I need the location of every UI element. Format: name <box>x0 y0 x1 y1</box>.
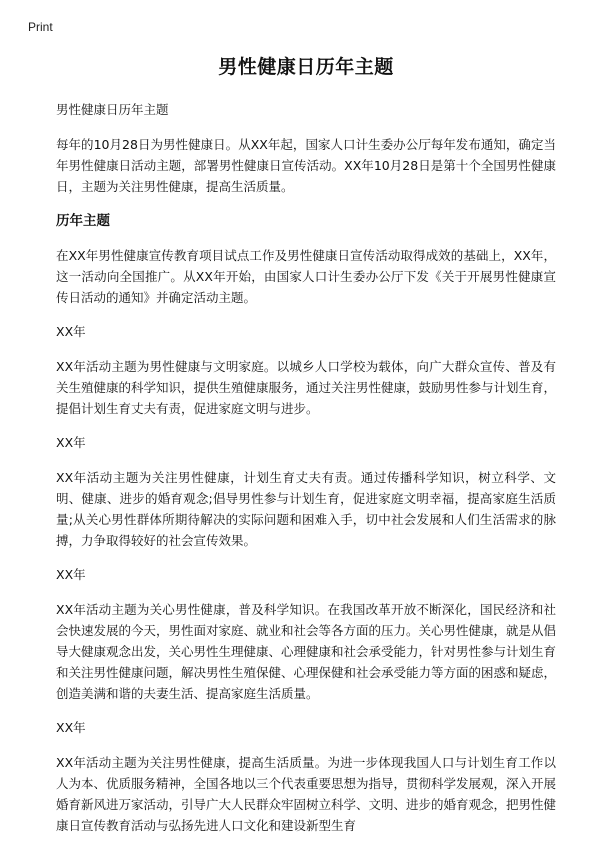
entry-paragraph: XX年活动主题为关注男性健康，计划生育丈夫有责。通过传播科学知识，树立科学、文明、健康、进步的婚育观念;倡导男性参与计划生育，促进家庭文明幸福，提高家庭生活质量;从关心男性群体所期待解决的实际问题和困难入手，切中社会发展和人们生活需求的脉搏，力争取得较好的社会宣传效果。 <box>56 470 556 548</box>
intro-paragraph: 每年的10月28日为男性健康日。从XX年起，国家人口计生委办公厅每年发布通知，确定当年男性健康日活动主题，部署男性健康日宣传活动。XX年10月28日是第十个全国男性健康日，主题为关注男性健康，提高生活质量。 <box>56 137 556 194</box>
entry-year-label: XX年 <box>56 435 86 450</box>
print-link[interactable]: Print <box>28 20 53 34</box>
entry-year-label: XX年 <box>56 567 86 582</box>
entry-paragraph: XX年活动主题为关注男性健康，提高生活质量。为进一步体现我国人口与计划生育工作以人为本、优质服务精神，全国各地以三个代表重要思想为指导，贯彻科学发展观，深入开展婚育新风进万家活动，引导广大人民群众牢固树立科学、文明、进步的婚育观念，把男性健康日宣传教育活动与弘扬先进人口文化和建设新型生育 <box>56 755 557 833</box>
entry-year-label: XX年 <box>56 720 86 735</box>
entry-year-label: XX年 <box>56 324 86 339</box>
entry-paragraph: XX年活动主题为关心男性健康，普及科学知识。在我国改革开放不断深化，国民经济和社会快速发展的今天，男性面对家庭、就业和社会等各方面的压力。关心男性健康，就是从倡导大健康观念出发，关心男性生理健康、心理健康和社会承受能力，针对男性参与计划生育和关注男性健康问题，解决男性生殖保健、心理保健和社会承受能力等方面的困惑和疑虑，创造美满和谐的夫妻生活、提高家庭生活质量。 <box>56 602 557 701</box>
page-title: 男性健康日历年主题 <box>218 56 394 78</box>
section-intro-paragraph: 在XX年男性健康宣传教育项目试点工作及男性健康日宣传活动取得成效的基础上，XX年，这一活动向全国推广。从XX年开始，由国家人口计生委办公厅下发《关于开展男性健康宣传日活动的通知》并确定活动主题。 <box>56 248 556 305</box>
entry-paragraph: XX年活动主题为男性健康与文明家庭。以城乡人口学校为载体，向广大群众宣传、普及有关生殖健康的科学知识，提供生殖健康服务，通过关注男性健康，鼓励男性参与计划生育，提倡计划生育丈夫有责，促进家庭文明与进步。 <box>56 359 557 416</box>
section-heading: 历年主题 <box>56 213 110 229</box>
document-page <box>56 52 556 850</box>
document-subtitle: 男性健康日历年主题 <box>56 102 169 117</box>
